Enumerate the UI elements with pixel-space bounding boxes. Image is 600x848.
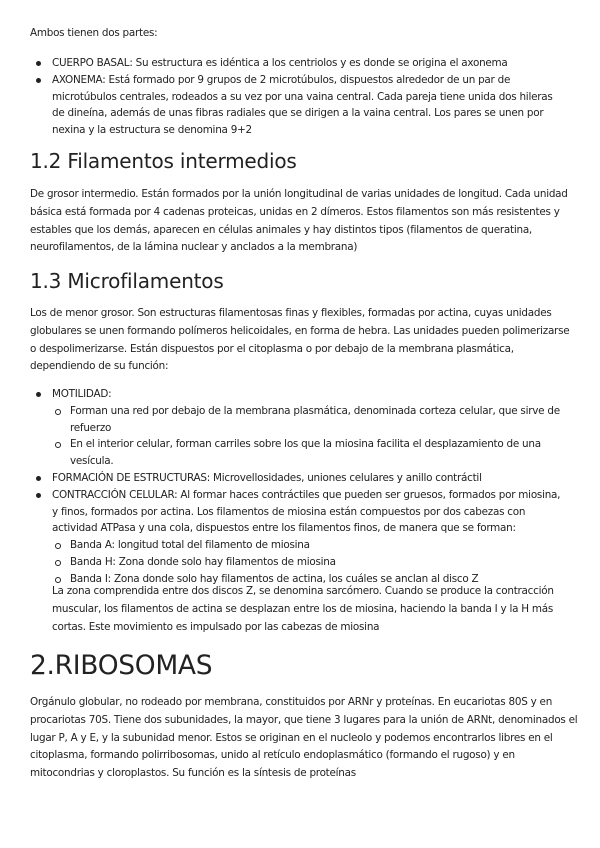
partes-list (52, 55, 562, 139)
funciones-list (52, 386, 567, 588)
sarcomero-paragraph: La zona comprendida entre dos discos Z, se denomina sarcómero. Cuando se produce la contracción muscular, los filamentos de actina se desplazan entre los de miosina, haciendo la banda I y la H más cortas. Este movimiento es impulsado por las cabezas de miosina (52, 585, 554, 633)
sub-list-item: Forman una red por debajo de la membrana plasmática, denominada corteza celular, que sirve de refuerzo (70, 403, 567, 437)
list-item (52, 487, 567, 588)
sub-list-item: Banda H: Zona donde solo hay filamentos de miosina (70, 554, 567, 571)
bandas-sublist (70, 537, 567, 587)
sub-list-item: Banda A: longitud total del filamento de miosina (70, 537, 567, 554)
list-item (52, 386, 567, 470)
list-item: FORMACIÓN DE ESTRUCTURAS: Microvellosidades, uniones celulares y anillo contráctil (52, 470, 567, 487)
motilidad-sublist (70, 403, 567, 470)
list-item-label: MOTILIDAD: (52, 388, 112, 400)
section-heading-1-2: 1.2 Filamentos intermedios (30, 149, 297, 173)
section-2-paragraph: Orgánulo globular, no rodeado por membrana, constituidos por ARNr y proteínas. En eucariotas 80S y en procariotas 70S. Tiene dos subunidades, la mayor, que tiene 3 lugares para la unión de ARNt, denominados el lugar P, A y E, y la subunidad menor. Estos se originan en el nucleolo y podemos encontrarlos libres en el citoplasma, formando polirribosomas, unido al retículo endoplasmático (formando el rugoso) y en mitocondrias y cloroplastos. Su función es la síntesis de proteínas (30, 696, 578, 780)
section-heading-2: 2.RIBOSOMAS (30, 650, 213, 681)
section-1-3-paragraph: Los de menor grosor. Son estructuras filamentosas finas y flexibles, formadas por actina, cuyas unidades globulares se unen formando polímeros helicoidales, en forma de hebra. Las unidades pueden polimerizarse o despolimerizarse. Están dispuestos por el citoplasma o por debajo de la membrana plasmática, dependiendo de su función: (30, 307, 570, 373)
sub-list-item: En el interior celular, forman carriles sobre los que la miosina facilita el desplazamiento de una vesícula. (70, 436, 567, 470)
list-item: AXONEMA: Está formado por 9 grupos de 2 microtúbulos, dispuestos alrededor de un par de microtúbulos centrales, rodeados a su vez por una vaina central. Cada pareja tiene unida dos hileras de dineína, además de unas fibras radiales que se dirigen a la vaina central. Los pares se unen por nexina y la estructura se denomina 9+2 (52, 72, 562, 139)
sub-list-item: Banda I: Zona donde solo hay filamentos de actina, los cuáles se anclan al disco Z (70, 571, 567, 588)
section-1-2-paragraph: De grosor intermedio. Están formados por la unión longitudinal de varias unidades de longitud. Cada unidad básica está formada por 4 cadenas proteicas, unidas en 2 dímeros. Estos filamentos son más resistentes y estables que los demás, aparecen en células animales y hay distintos tipos (filamentos de queratina, neurofilamentos, de la lámina nuclear y anclados a la membrana) (30, 188, 568, 254)
section-heading-1-3: 1.3 Microfilamentos (30, 269, 224, 293)
intro-paragraph: Ambos tienen dos partes: (30, 27, 158, 39)
list-item-label: CONTRACCIÓN CELULAR: Al formar haces contráctiles que pueden ser gruesos, formados por miosina, y finos, formados por actina. Los filamentos de miosina están compuestos por dos cabezas con actividad ATPasa y una cola, dispuestos entre los filamentos finos, de manera que se forman: (52, 488, 561, 535)
list-item: CUERPO BASAL: Su estructura es idéntica a los centriolos y es donde se origina el axonema (52, 55, 562, 72)
